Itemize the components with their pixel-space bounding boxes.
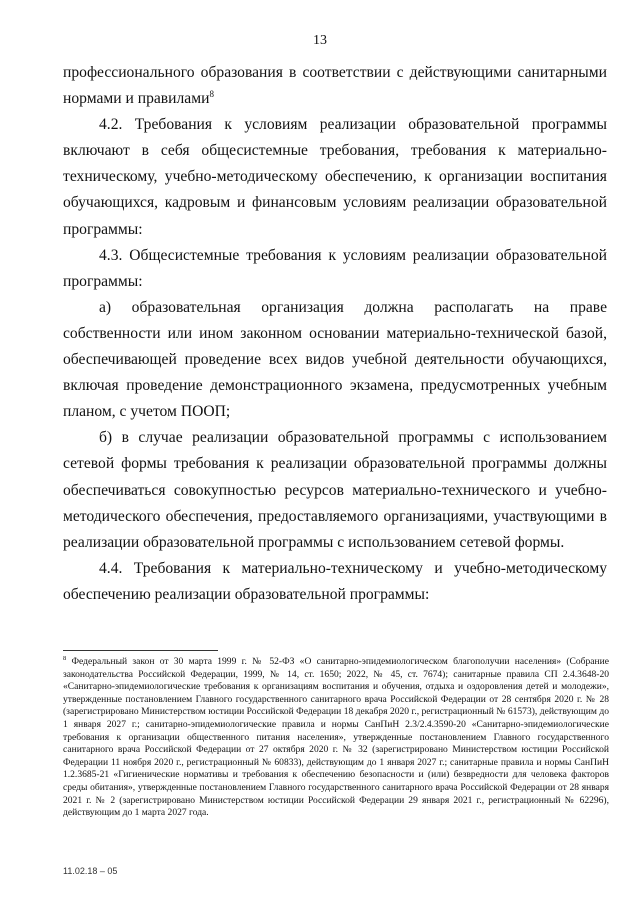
footnote-ref: 8 (209, 88, 214, 99)
paragraph-4-2: 4.2. Требования к условиям реализации образовательной программы включают в себя общесистемные требования, требования к материально-техническому, учебно-методическому обеспечению, к организации воспитания обучающихся, кадровым и финансовым условиям реализации образовательной программы: (63, 116, 607, 238)
paragraph-text: профессионального образования в соответствии с действующими санитарными нормами и правилами (63, 64, 607, 108)
footnote-mark: 8 (63, 654, 67, 662)
paragraph-4-3: 4.3. Общесистемные требования к условиям реализации образовательной программы: (63, 246, 607, 290)
footnote-separator (63, 650, 218, 651)
page-number: 13 (313, 33, 327, 48)
paragraph-a: а) образовательная организация должна располагать на праве собственности или ином законном основании материально-технической базой, обеспечивающей проведение всех видов учебной деятельности обучающихся, включая проведение демонстрационного экзамена, предусмотренных учебным планом, с учетом ПООП; (63, 298, 607, 421)
paragraph-4-4: 4.4. Требования к материально-техническому и учебно-методическому обеспечению реализации образовательной программы: (63, 559, 607, 603)
footnote (63, 656, 609, 820)
document-code: 11.02.18 – 05 (63, 866, 118, 876)
paragraph-continuation (63, 60, 607, 112)
footnote-text: Федеральный закон от 30 марта 1999 г. № 52-ФЗ «О санитарно-эпидемиологическом благополучии населения» (Собрание законодательства Российской Федерации, 1999, № 14, ст. 1650; 2022, № 45, ст. 7674); санитарные правила СП 2.4.3648-20 «Санитарно-эпидемиологические требования к организациям воспитания и обучения, отдыха и оздоровления детей и молодежи», утвержденные постановлением Главного государственного санитарного врача Российской Федерации от 28 сентября 2020 г. № 28 (зарегистрировано Министерством юстиции Российской Федерации 18 декабря 2020 г., регистрационный № 61573), действующим до 1 января 2027 г.; санитарно-эпидемиологические правила и нормы СанПиН 2.3/2.4.3590-20 «Санитарно-эпидемиологические требования к организации общественного питания населения», утвержденные постановлением Главного государственного санитарного врача Российской Федерации от 27 октября 2020 г. № 32 (зарегистрировано Министерством юстиции Российской Федерации 11 ноября 2020 г., регистрационный № 60833), действующим до 1 января 2027 г.; санитарные правила и нормы СанПиН 1.2.3685-21 «Гигиенические нормативы и требования к обеспечению безопасности и (или) безвредности для человека факторов среды обитания», утвержденные постановлением Главного государственного санитарного врача Российской Федерации от 28 января 2021 г. № 2 (зарегистрировано Министерством юстиции Российской Федерации 29 января 2021 г., регистрационный № 62296), действующим до 1 марта 2027 года. (63, 656, 609, 819)
body-text (63, 60, 607, 608)
paragraph-b: б) в случае реализации образовательной программы с использованием сетевой формы требования к реализации образовательной программы должны обеспечиваться совокупностью ресурсов материально-технического и учебно-методического обеспечения, предоставляемого организациями, участвующими в реализации образовательной программы с использованием сетевой формы. (63, 429, 607, 551)
